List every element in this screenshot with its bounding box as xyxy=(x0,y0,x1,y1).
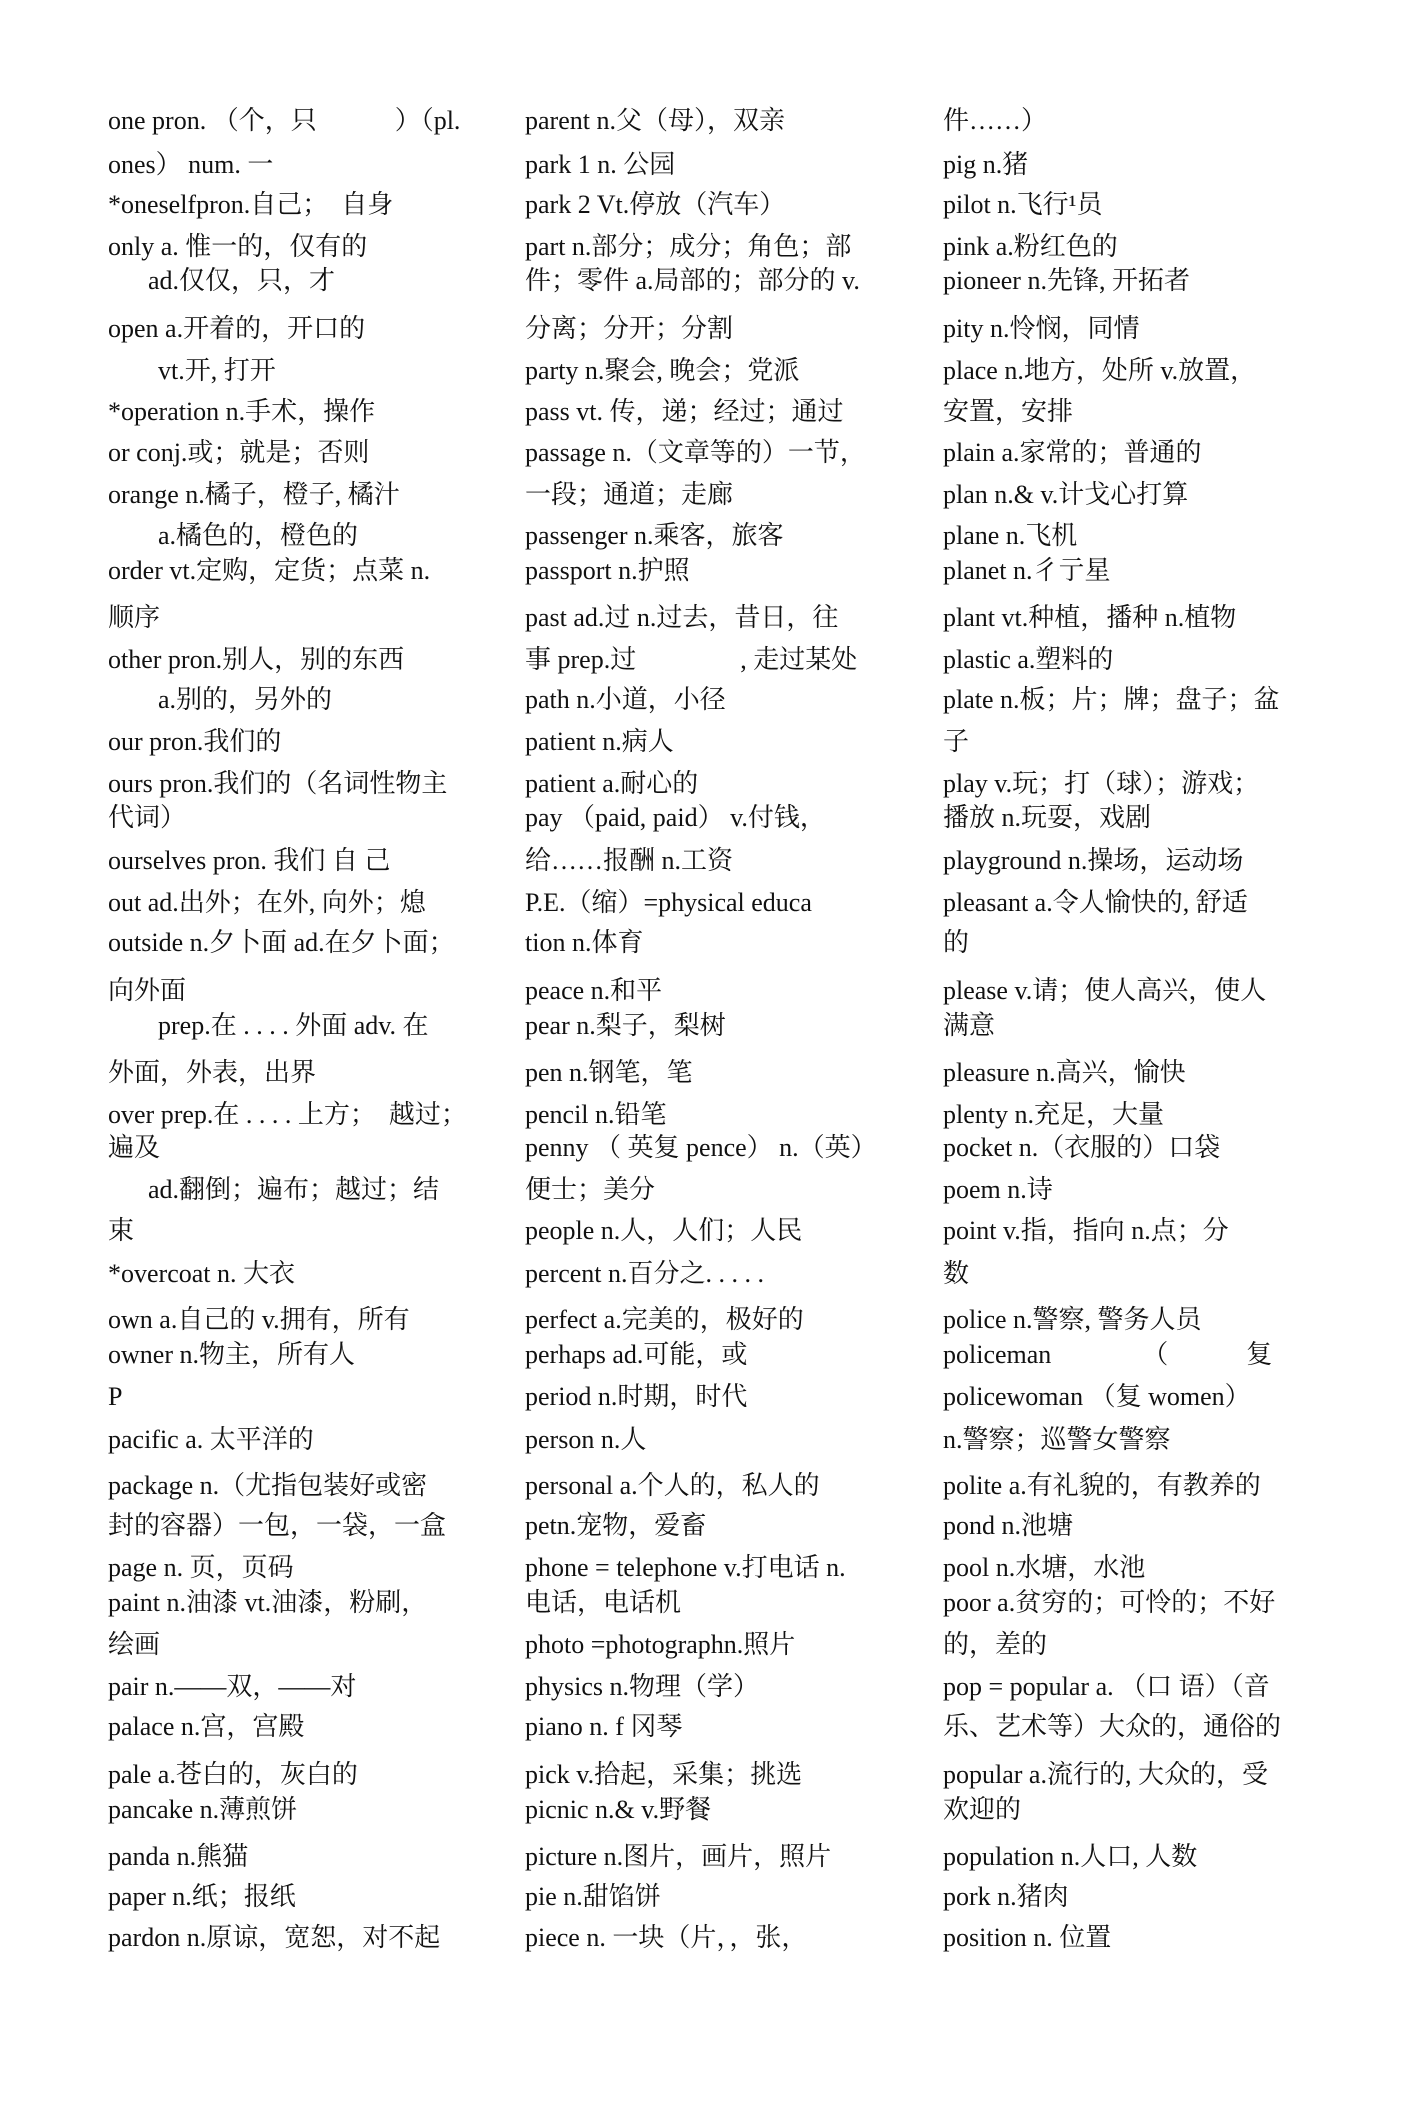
section-letter: P xyxy=(108,1382,123,1411)
vocab-line: 播放 n.玩耍，戏剧 xyxy=(943,803,1152,832)
vocab-column-3 xyxy=(943,0,1363,2112)
vocab-line: passage n.（文章等的）一节， xyxy=(525,438,866,467)
vocab-line: physics n.物理（学） xyxy=(525,1672,760,1701)
vocab-line: pen n.钢笔，笔 xyxy=(525,1058,693,1087)
vocab-line: personal a.个人的，私人的 xyxy=(525,1471,820,1500)
vocab-line: phone = telephone v.打电话 n. xyxy=(525,1553,846,1582)
vocab-line: past ad.过 n.过去，昔日，往 xyxy=(525,603,839,632)
vocab-line: person n.人 xyxy=(525,1425,647,1454)
vocab-line: 事 prep.过 , 走过某处 xyxy=(525,645,858,674)
vocab-line: 件……） xyxy=(943,106,1048,135)
vocab-line: *overcoat n. 大衣 xyxy=(108,1259,296,1288)
vocab-line: pleasant a.令人愉快的, 舒适 xyxy=(943,888,1248,917)
vocab-line: 束 xyxy=(108,1216,135,1245)
vocab-line: pop = popular a. （口 语）（音 xyxy=(943,1672,1270,1701)
vocab-line: 子 xyxy=(943,727,970,756)
vocab-line: panda n.熊猫 xyxy=(108,1842,249,1871)
vocab-line: pink a.粉红色的 xyxy=(943,232,1118,261)
vocab-line: polite a.有礼貌的，有教养的 xyxy=(943,1471,1261,1500)
vocab-line: plane n.飞机 xyxy=(943,521,1078,550)
vocab-line: petn.宠物，爱畜 xyxy=(525,1511,707,1540)
vocab-line: period n.时期，时代 xyxy=(525,1382,748,1411)
vocab-line: play v.玩；打（球）；游戏； xyxy=(943,769,1260,798)
vocab-line: 给……报酬 n.工资 xyxy=(525,846,734,875)
vocab-line: pig n.猪 xyxy=(943,150,1029,179)
vocab-line: *oneselfpron.自己； 自身 xyxy=(108,190,394,219)
vocab-line: 遍及 xyxy=(108,1133,161,1162)
vocab-line: pick v.拾起，采集；挑选 xyxy=(525,1760,803,1789)
vocab-line: policeman （ 复 xyxy=(943,1340,1273,1369)
vocab-line: park 2 Vt.停放（汽车） xyxy=(525,190,786,219)
vocab-line: poor a.贫穷的；可怜的；不好 xyxy=(943,1588,1276,1617)
vocab-line: pancake n.薄煎饼 xyxy=(108,1795,298,1824)
vocab-line: owner n.物主，所有人 xyxy=(108,1340,355,1369)
vocab-line: 便士；美分 xyxy=(525,1175,656,1204)
vocab-line: n.警察；巡警女警察 xyxy=(943,1425,1171,1454)
vocab-line: peace n.和平 xyxy=(525,976,663,1005)
vocab-line: party n.聚会, 晚会；党派 xyxy=(525,356,800,385)
vocab-line: popular a.流行的, 大众的，受 xyxy=(943,1760,1268,1789)
vocab-line: pond n.池塘 xyxy=(943,1511,1074,1540)
vocab-line: 安置，安排 xyxy=(943,397,1074,426)
vocab-line: patient a.耐心的 xyxy=(525,769,699,798)
vocab-line: pear n.梨子，梨树 xyxy=(525,1011,726,1040)
vocab-line: park 1 n. 公园 xyxy=(525,150,676,179)
vocab-line: 代词） xyxy=(108,803,187,832)
vocab-line: pity n.怜悯，同情 xyxy=(943,314,1140,343)
vocab-line: 的 xyxy=(943,928,970,957)
vocab-line: ourselves pron. 我们 自 己 xyxy=(108,846,391,875)
vocab-line: 分离；分开；分割 xyxy=(525,314,734,343)
vocab-line: prep.在 . . . . 外面 adv. 在 xyxy=(158,1011,429,1040)
vocab-line: plastic a.塑料的 xyxy=(943,645,1114,674)
vocab-line: *operation n.手术，操作 xyxy=(108,397,376,426)
vocab-line: own a.自己的 v.拥有，所有 xyxy=(108,1305,410,1334)
vocab-line: 数 xyxy=(943,1259,970,1288)
vocab-line: open a.开着的，开口的 xyxy=(108,314,366,343)
vocab-line: patient n.病人 xyxy=(525,727,674,756)
vocab-line: penny （ 英复 pence） n.（英） xyxy=(525,1133,877,1162)
vocab-line: over prep.在 . . . . 上方； 越过； xyxy=(108,1100,467,1129)
vocab-line: population n.人口, 人数 xyxy=(943,1842,1198,1871)
vocab-line: paper n.纸；报纸 xyxy=(108,1882,296,1911)
vocab-line: perfect a.完美的，极好的 xyxy=(525,1305,804,1334)
vocab-line: piece n. 一块（片，，张， xyxy=(525,1923,808,1952)
vocab-line: plant vt.种植，播种 n.植物 xyxy=(943,603,1237,632)
vocab-line: pale a.苍白的，灰白的 xyxy=(108,1760,358,1789)
vocab-line: passport n.护照 xyxy=(525,556,690,585)
vocab-line: 件；零件 a.局部的；部分的 v. xyxy=(525,266,860,295)
vocab-column-1 xyxy=(108,0,508,2112)
vocab-line: 外面，外表，出界 xyxy=(108,1058,317,1087)
vocab-line: path n.小道，小径 xyxy=(525,685,726,714)
vocab-line: pocket n.（衣服的）口袋 xyxy=(943,1133,1221,1162)
vocab-line: pacific a. 太平洋的 xyxy=(108,1425,314,1454)
vocab-line: one pron. （个，只 ）（pl. xyxy=(108,106,461,135)
vocab-line: only a. 惟一的，仅有的 xyxy=(108,232,368,261)
vocab-line: 电话，电话机 xyxy=(525,1588,682,1617)
vocab-line: playground n.操场，运动场 xyxy=(943,846,1244,875)
vocab-line: outside n.夕卜面 ad.在夕卜面； xyxy=(108,928,455,957)
vocab-line: planet n.彳亍星 xyxy=(943,556,1111,585)
vocab-line: 的，差的 xyxy=(943,1630,1048,1659)
vocab-line: palace n.宫，宫殿 xyxy=(108,1712,305,1741)
vocab-line: people n.人，人们；人民 xyxy=(525,1216,803,1245)
vocab-line: 欢迎的 xyxy=(943,1795,1022,1824)
vocab-line: vt.开, 打开 xyxy=(158,356,276,385)
vocab-line: 向外面 xyxy=(108,976,187,1005)
vocab-line: pass vt. 传，递；经过；通过 xyxy=(525,397,844,426)
vocab-line: point v.指，指向 n.点；分 xyxy=(943,1216,1229,1245)
vocab-line: 绘画 xyxy=(108,1630,161,1659)
vocab-line: pilot n.飞行¹员 xyxy=(943,190,1103,219)
vocab-line: plan n.& v.计戈心打算 xyxy=(943,480,1189,509)
vocab-line: pork n.猪肉 xyxy=(943,1882,1069,1911)
vocab-line: 满意 xyxy=(943,1011,996,1040)
vocab-line: orange n.橘子，橙子, 橘汁 xyxy=(108,480,400,509)
vocab-line: ours pron.我们的（名词性物主 xyxy=(108,769,448,798)
vocab-line: a.橘色的，橙色的 xyxy=(158,521,359,550)
vocab-line: plenty n.充足，大量 xyxy=(943,1100,1164,1129)
vocab-line: a.别的，另外的 xyxy=(158,685,333,714)
vocab-line: place n.地方，处所 v.放置， xyxy=(943,356,1257,385)
vocab-line: 封的容器）一包，一袋，一盒 xyxy=(108,1511,447,1540)
vocab-line: plate n.板；片；牌；盘子；盆 xyxy=(943,685,1280,714)
vocab-line: pool n.水塘，水池 xyxy=(943,1553,1146,1582)
vocab-line: 乐、艺术等）大众的，通俗的 xyxy=(943,1712,1282,1741)
vocab-line: perhaps ad.可能，或 xyxy=(525,1340,748,1369)
vocab-line: or conj.或；就是；否则 xyxy=(108,438,370,467)
vocab-line: please v.请；使人高兴，使人 xyxy=(943,976,1267,1005)
vocab-line: policewoman （复 women） xyxy=(943,1382,1251,1411)
vocab-line: our pron.我们的 xyxy=(108,727,282,756)
vocab-line: pair n.——双，——对 xyxy=(108,1672,357,1701)
vocab-line: percent n.百分之. . . . . xyxy=(525,1259,765,1288)
vocab-line: package n.（尤指包装好或密 xyxy=(108,1471,428,1500)
vocab-line: tion n.体育 xyxy=(525,928,644,957)
vocab-line: picture n.图片，画片，照片 xyxy=(525,1842,832,1871)
vocab-line: pioneer n.先锋, 开拓者 xyxy=(943,266,1190,295)
vocab-line: photo =photographn.照片 xyxy=(525,1630,796,1659)
vocab-line: P.E.（缩）=physical educa xyxy=(525,888,812,917)
vocab-line: ad.仅仅，只，才 xyxy=(148,266,336,295)
vocab-line: other pron.别人，别的东西 xyxy=(108,645,405,674)
vocab-line: pardon n.原谅，宽恕，对不起 xyxy=(108,1923,441,1952)
vocab-line: pay （paid, paid） v.付钱， xyxy=(525,803,826,832)
vocab-line: poem n.诗 xyxy=(943,1175,1053,1204)
vocab-line: passenger n.乘客，旅客 xyxy=(525,521,784,550)
vocab-line: pie n.甜馅饼 xyxy=(525,1882,661,1911)
vocab-line: plain a.家常的；普通的 xyxy=(943,438,1202,467)
vocab-line: parent n.父（母），双亲 xyxy=(525,106,785,135)
vocab-line: pleasure n.高兴，愉快 xyxy=(943,1058,1186,1087)
vocab-column-2 xyxy=(525,0,930,2112)
vocab-line: ones） num. 一 xyxy=(108,150,274,179)
vocab-line: 顺序 xyxy=(108,603,161,632)
vocab-line: order vt.定购，定货；点菜 n. xyxy=(108,556,431,585)
vocab-line: pencil n.铅笔 xyxy=(525,1100,667,1129)
vocab-line: part n.部分；成分；角色；部 xyxy=(525,232,852,261)
vocab-line: piano n. f 冈琴 xyxy=(525,1712,683,1741)
vocab-line: position n. 位置 xyxy=(943,1923,1112,1952)
vocab-line: paint n.油漆 vt.油漆，粉刷， xyxy=(108,1588,428,1617)
vocab-line: ad.翻倒；遍布；越过；结 xyxy=(148,1175,440,1204)
vocab-line: picnic n.& v.野餐 xyxy=(525,1795,712,1824)
vocab-line: 一段；通道；走廊 xyxy=(525,480,734,509)
vocab-line: page n. 页，页码 xyxy=(108,1553,294,1582)
vocab-line: police n.警察, 警务人员 xyxy=(943,1305,1202,1334)
vocab-line: out ad.出外；在外, 向外；熄 xyxy=(108,888,426,917)
